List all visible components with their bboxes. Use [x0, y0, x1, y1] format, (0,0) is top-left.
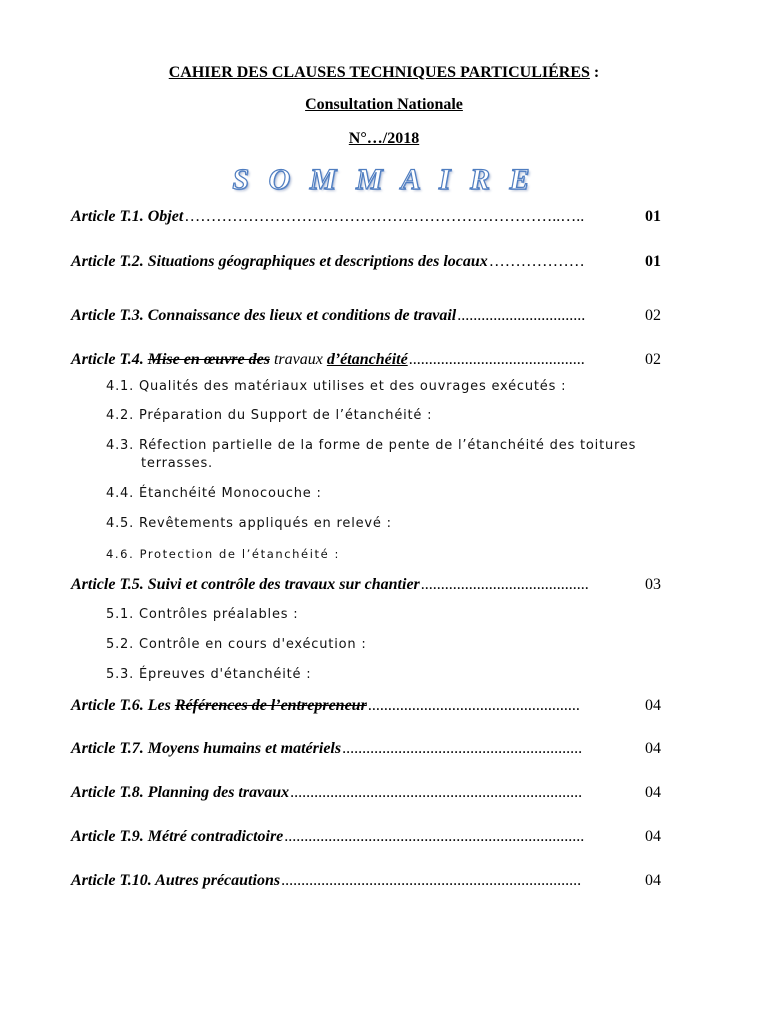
consultation-title-text: Consultation Nationale — [305, 96, 463, 113]
toc-subitem-4-2[interactable]: 4.2. Préparation du Support de l’étanchéité : — [106, 408, 433, 423]
document-title-text: CAHIER DES CLAUSES TECHNIQUES PARTICULIÉRES — [168, 64, 590, 81]
toc-label-part: travaux — [269, 351, 327, 368]
toc-page-number: 04 — [645, 828, 661, 845]
toc-label: Article T.10. Autres précautions — [71, 872, 281, 889]
document-title — [0, 63, 768, 83]
toc-entry-t8[interactable] — [71, 783, 661, 803]
consultation-title — [0, 95, 768, 115]
toc-label: Article T.5. Suivi et contrôle des travaux sur chantier — [71, 576, 420, 593]
toc-leader: ........................................................................... — [281, 872, 582, 889]
toc-label — [71, 696, 367, 716]
toc-subitem-4-1[interactable]: 4.1. Qualités des matériaux utilises et des ouvrages exécutés : — [106, 379, 567, 394]
toc-subitem-4-6[interactable]: 4.6. Protection de l’étanchéité : — [106, 547, 341, 561]
toc-page-number: 04 — [645, 697, 661, 714]
toc-page-number: 02 — [645, 307, 661, 324]
toc-subitem-5-1[interactable]: 5.1. Contrôles préalables : — [106, 607, 299, 622]
toc-page-number: 04 — [645, 872, 661, 889]
toc-subitem-4-4[interactable]: 4.4. Étanchéité Monocouche : — [106, 486, 322, 501]
toc-entry-t6[interactable] — [71, 696, 661, 716]
toc-subitem-continuation: terrasses. — [141, 456, 213, 471]
toc-subitem-5-3[interactable]: 5.3. Épreuves d'étanchéité : — [106, 667, 312, 682]
toc-leader: ……………………………………………………………..….. — [184, 208, 585, 225]
toc-label: Article T.3. Connaissance des lieux et conditions de travail — [71, 307, 457, 324]
toc-entry-t1[interactable] — [71, 207, 661, 227]
toc-subitem-5-2[interactable]: 5.2. Contrôle en cours d'exécution : — [106, 637, 367, 652]
toc-label: Article T.9. Métré contradictoire — [71, 828, 284, 845]
toc-page-number: 01 — [645, 253, 661, 270]
toc-subitem-text: 4.3. Réfection partielle de la forme de pente de l’étanchéité des toitures — [106, 438, 637, 453]
toc-label — [71, 350, 408, 370]
toc-page-number: 01 — [645, 208, 661, 225]
toc-page-number: 03 — [645, 576, 661, 593]
toc-leader: .......................................... — [420, 576, 589, 593]
toc-label: Article T.2. Situations géographiques et descriptions des locaux — [71, 253, 488, 270]
toc-leader: ................................ — [457, 307, 586, 324]
toc-entry-t2[interactable] — [71, 252, 661, 272]
toc-leader: ............................................ — [408, 351, 585, 368]
toc-leader: ..................................................... — [367, 697, 580, 714]
toc-entry-t3[interactable] — [71, 306, 661, 326]
toc-entry-t4[interactable] — [71, 350, 661, 370]
toc-leader: ........................................................................... — [284, 828, 585, 845]
document-title-colon: : — [589, 64, 600, 81]
toc-label-struck: Références de l’entrepreneur — [174, 697, 367, 714]
toc-entry-t7[interactable] — [71, 739, 661, 759]
consultation-number-text: N°…/2018 — [348, 130, 420, 147]
toc-label-part: Article T.4. — [71, 351, 148, 368]
summary-heading: S O M M A I R E — [232, 163, 536, 196]
consultation-number — [0, 129, 768, 149]
toc-label-underlined: d’étanchéité — [326, 351, 408, 368]
toc-page-number: 04 — [645, 740, 661, 757]
toc-label-part: Article T.6. Les — [71, 697, 175, 714]
toc-label: Article T.1. Objet — [71, 208, 184, 225]
toc-label: Article T.7. Moyens humains et matériels — [71, 740, 342, 757]
toc-label: Article T.8. Planning des travaux — [71, 784, 290, 801]
toc-page-number: 02 — [645, 351, 661, 368]
toc-subitem-4-3[interactable] — [106, 437, 646, 473]
toc-entry-t10[interactable] — [71, 871, 661, 891]
toc-leader: ......................................................................... — [290, 784, 583, 801]
toc-label-struck: Mise en œuvre des — [147, 351, 270, 368]
toc-subitem-4-5[interactable]: 4.5. Revêtements appliqués en relevé : — [106, 516, 392, 531]
toc-page-number: 04 — [645, 784, 661, 801]
toc-entry-t9[interactable] — [71, 827, 661, 847]
toc-leader: ............................................................ — [342, 740, 583, 757]
toc-leader: ……………… — [488, 253, 585, 270]
toc-entry-t5[interactable] — [71, 575, 661, 595]
